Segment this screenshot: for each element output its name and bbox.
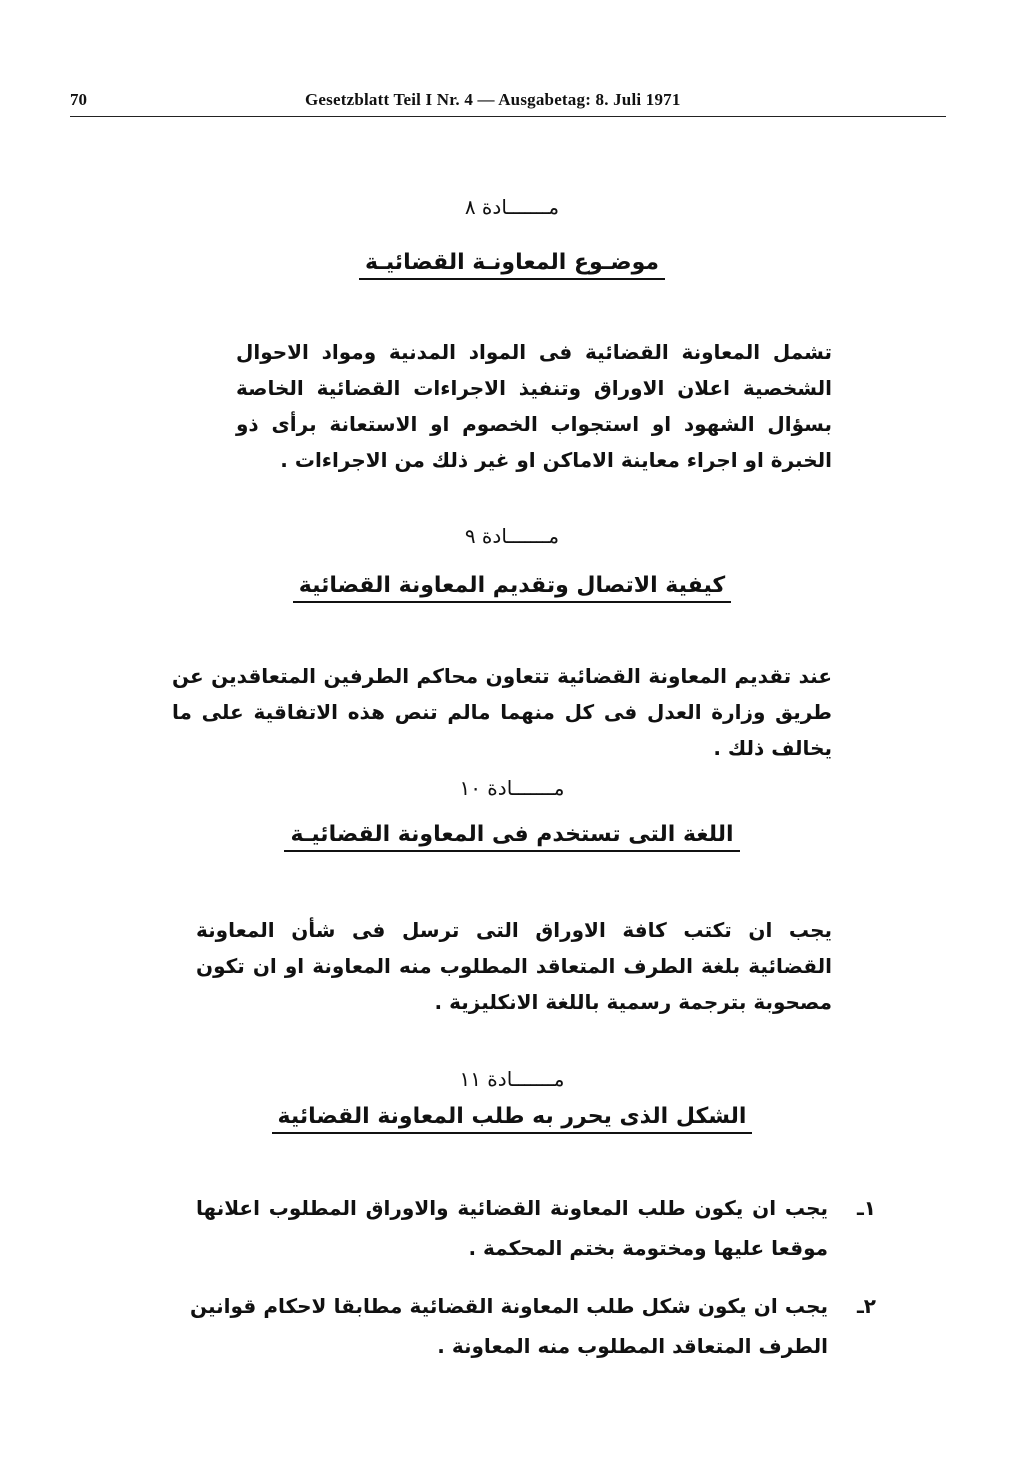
article-11-item-1 (196, 1188, 876, 1272)
page-number: 70 (70, 90, 87, 109)
article-8-body: تشمل المعاونة القضائية فى المواد المدنية ومواد الاحوال الشخصية اعلان الاوراق وتنفيذ الاجراءات القضائية الخاصة بسؤال الشهود او استجواب الخصوم او الاستعانة برأى ذو الخبرة او اجراء معاينة الاماكن او غير ذلك من الاجراءات . (236, 340, 832, 472)
article-8-title: موضـوع المعاونـة القضائيـة (0, 250, 1024, 280)
article-8-heading: مـــــــادة ٨ (464, 195, 560, 219)
article-10-heading: مـــــــادة ١٠ (459, 776, 565, 800)
article-11-item-2 (190, 1286, 876, 1370)
article-10-title: اللغة التى تستخدم فى المعاونة القضائيـة (0, 822, 1024, 852)
list-text: يجب ان يكون طلب المعاونة القضائية والاوراق المطلوب اعلانها موقعا عليها ومختومة بختم المحكمة . (196, 1196, 828, 1260)
page-header (70, 86, 946, 117)
list-number: ١ـ (856, 1196, 876, 1220)
article-9-body: عند تقديم المعاونة القضائية تتعاون محاكم الطرفين المتعاقدين عن طريق وزارة العدل فى كل منهما مالم تنص هذه الاتفاقية على ما يخالف ذلك . (172, 664, 832, 760)
article-11-heading: مـــــــادة ١١ (459, 1067, 565, 1091)
list-text: يجب ان يكون شكل طلب المعاونة القضائية مطابقا لاحكام قوانين الطرف المتعاقد المطلوب منه المعاونة . (190, 1294, 828, 1358)
article-11-title: الشكل الذى يحرر به طلب المعاونة القضائية (0, 1104, 1024, 1134)
list-number: ٢ـ (856, 1294, 876, 1318)
article-9-title: كيفية الاتصال وتقديم المعاونة القضائية (0, 573, 1024, 603)
article-9-heading: مـــــــادة ٩ (464, 524, 560, 548)
gazette-header-title: Gesetzblatt Teil I Nr. 4 — Ausgabetag: 8. Juli 1971 (305, 90, 681, 109)
article-10-body: يجب ان تكتب كافة الاوراق التى ترسل فى شأن المعاونة القضائية بلغة الطرف المتعاقد المطلوب منه المعاونة او ان تكون مصحوبة بترجمة رسمية باللغة الانكليزية . (196, 918, 832, 1014)
